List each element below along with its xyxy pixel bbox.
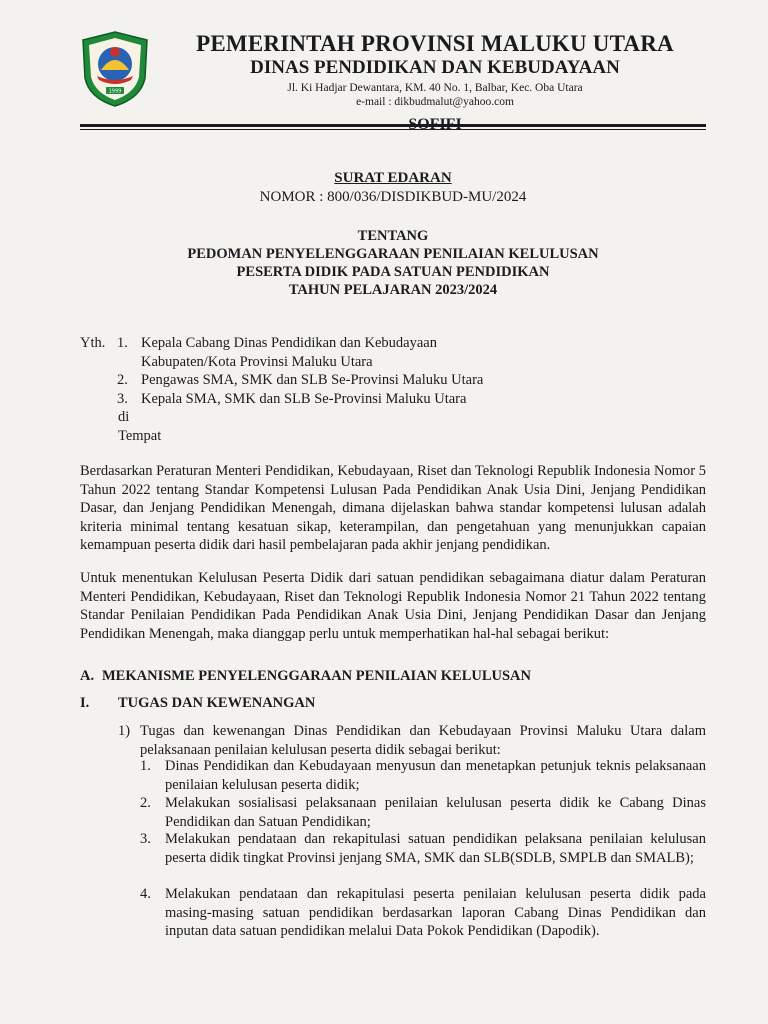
- letter-number: NOMOR : 800/036/DISDIKBUD-MU/2024: [259, 189, 527, 205]
- subitem-number: 4.: [140, 886, 151, 902]
- section-i-title: TUGAS DAN KEWENANGAN: [118, 695, 316, 711]
- about-line-3: TAHUN PELAJARAN 2023/2024: [288, 282, 498, 298]
- addressee-text: Pengawas SMA, SMK dan SLB Se-Provinsi Maluku Utara: [141, 372, 484, 388]
- section-a-title: MEKANISME PENYELENGGARAAN PENILAIAN KELULUSAN: [102, 668, 532, 684]
- subitem-number: 1.: [140, 758, 151, 774]
- addressee-list: [117, 334, 617, 408]
- about-line-1: PEDOMAN PENYELENGGARAAN PENILAIAN KELULUSAN: [187, 246, 599, 262]
- letterhead-divider-thin: [80, 129, 706, 130]
- subitem-text: Melakukan pendataan dan rekapitulasi peserta penilaian kelulusan peserta didik pada masing-masing satuan pendidikan berdasarkan laporan Cabang Dinas Pendidikan dan inputan data satuan pendidikan melalui Data Pokok Pendidikan (Dapodik).: [165, 886, 706, 939]
- emblem-year: 1999: [108, 88, 122, 95]
- section-i-number: I.: [80, 695, 90, 711]
- office-email: e-mail : dikbudmalut@yahoo.com: [356, 96, 514, 108]
- subitem-3: [140, 830, 706, 867]
- section-a-number: A.: [80, 668, 95, 684]
- subitem-4: [140, 885, 706, 941]
- section-i-heading: [80, 695, 315, 712]
- subitem-number: 2.: [140, 795, 151, 811]
- letterhead-divider-thick: [80, 124, 706, 127]
- addressee-item: [117, 334, 617, 371]
- item-1: [118, 722, 706, 759]
- addressee-number: 3.: [117, 390, 128, 407]
- about-label: TENTANG: [357, 228, 429, 244]
- government-name: PEMERINTAH PROVINSI MALUKU UTARA: [196, 31, 674, 56]
- addressee-text: Kepala Cabang Dinas Pendidikan dan Kebudayaan: [141, 335, 437, 351]
- subitem-2: [140, 794, 706, 831]
- paragraph-2: Untuk menentukan Kelulusan Peserta Didik dari satuan pendidikan sebagaimana diatur dalam Peraturan Menteri Pendidikan, Kebudayaan, Riset dan Teknologi Republik Indonesia Nomor 21 Tahun 2022 tentang Standar Penilaian Pendidikan Pada Pendidikan Anak Usia Dini, Jenjang Pendidikan Dasar dan Jenjang Pendidikan Menengah, maka dianggap perlu untuk memperhatikan hal-hal sebagai berikut:: [80, 570, 706, 642]
- subitem-text: Dinas Pendidikan dan Kebudayaan menyusun dan menetapkan petunjuk teknis pelaksanaan penilaian kelulusan peserta didik;: [165, 758, 706, 793]
- department-name: DINAS PENDIDIKAN DAN KEBUDAYAAN: [250, 57, 620, 78]
- addressee-text: Kepala SMA, SMK dan SLB Se-Provinsi Maluku Utara: [141, 390, 467, 407]
- addressee-item: [117, 390, 617, 409]
- addressee-number: 1.: [117, 335, 128, 351]
- item-1-text: Tugas dan kewenangan Dinas Pendidikan dan Kebudayaan Provinsi Maluku Utara dalam pelaksanaan penilaian kelulusan peserta didik sebagai berikut:: [140, 723, 706, 758]
- addressee-di: di: [118, 409, 130, 425]
- about-line-2: PESERTA DIDIK PADA SATUAN PENDIDIKAN: [236, 264, 550, 280]
- addressee-text-continued: Kabupaten/Kota Provinsi Maluku Utara: [141, 353, 373, 370]
- letterhead: [180, 30, 690, 135]
- paragraph-1: Berdasarkan Peraturan Menteri Pendidikan, Kebudayaan, Riset dan Teknologi Republik Indonesia Nomor 5 Tahun 2022 tentang Standar Kompetensi Lulusan Pada Pendidikan Anak Usia Dini, Jenjang Pendidikan Dasar, dan Jenjang Pendidikan Menengah, dimana dijelaskan bahwa standar kompetensi lulusan adalah kriteria minimal tentang kesatuan sikap, keterampilan, dan pengetahuan yang menunjukkan capaian kemampuan peserta didik dari hasil pembelajaran pada akhir jenjang pendidikan.: [80, 463, 706, 553]
- subitem-number: 3.: [140, 831, 151, 847]
- item-1-number: 1): [118, 723, 131, 739]
- addressee-number: 2.: [117, 372, 128, 388]
- addressee-place: Tempat: [118, 428, 162, 444]
- letter-type: SURAT EDARAN: [334, 170, 452, 186]
- addressee-label: Yth.: [80, 335, 106, 351]
- subitem-text: Melakukan pendataan dan rekapitulasi satuan pendidikan pelaksana penilaian kelulusan peserta didik tingkat Provinsi jenjang SMA, SMK dan SLB(SDLB, SMPLB dan SMALB);: [165, 831, 706, 866]
- section-a-heading: [80, 668, 531, 685]
- subitem-1: [140, 757, 706, 794]
- provincial-emblem-icon: [79, 30, 151, 108]
- addressee-item: [117, 371, 617, 390]
- subitem-text: Melakukan sosialisasi pelaksanaan penilaian kelulusan peserta didik ke Cabang Dinas Pendidikan dan Satuan Pendidikan;: [165, 795, 706, 830]
- office-address: Jl. Ki Hadjar Dewantara, KM. 40 No. 1, Balbar, Kec. Oba Utara: [287, 82, 583, 94]
